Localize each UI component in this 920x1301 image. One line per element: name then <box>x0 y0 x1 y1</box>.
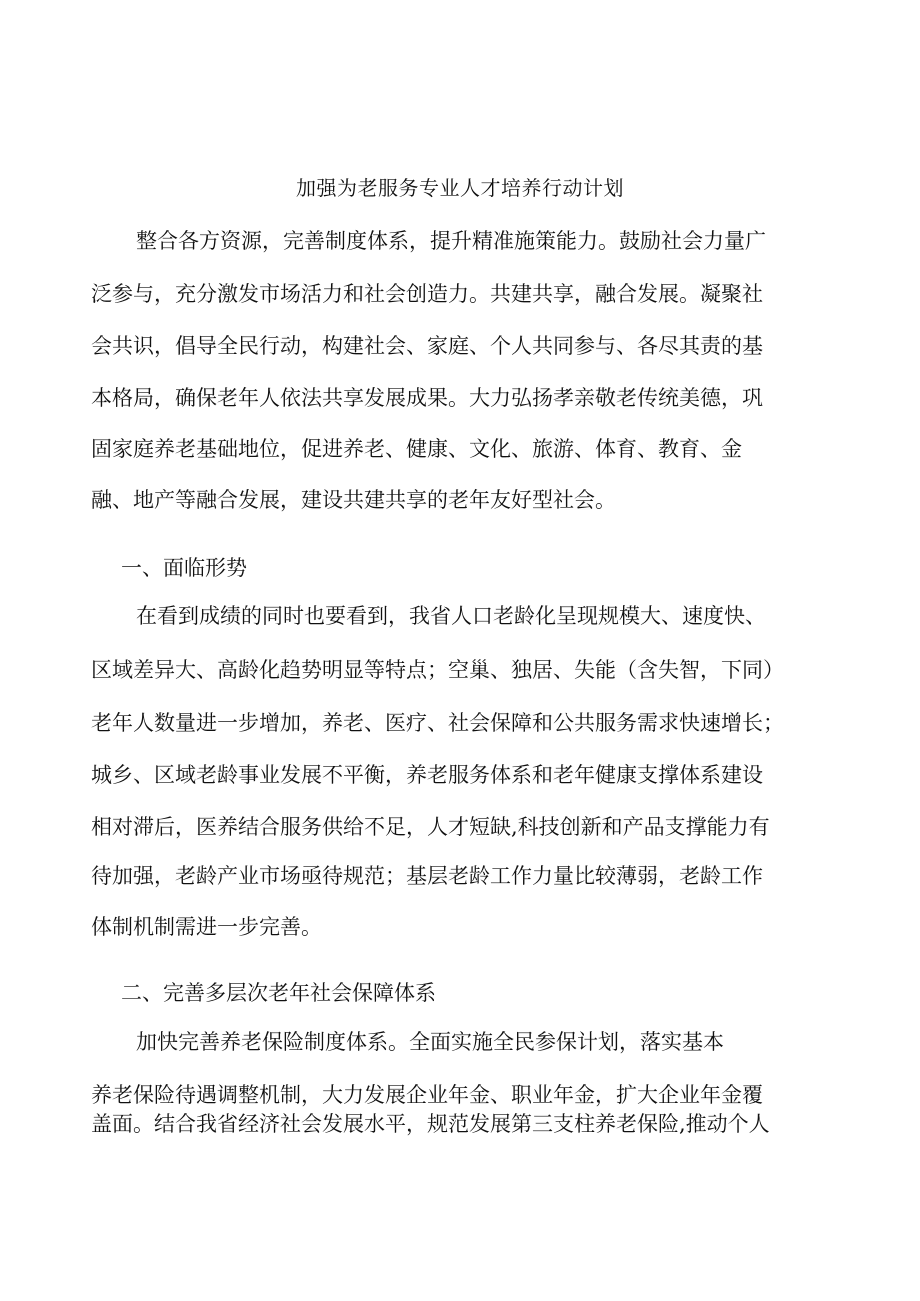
paragraph-line: 体制机制需进一步完善。 <box>91 915 322 939</box>
paragraph-line: 会共识，倡导全民行动，构建社会、家庭、个人共同参与、各尽其责的基 <box>91 334 763 358</box>
paragraph-line: 相对滞后，医养结合服务供给不足，人才短缺,科技创新和产品支撑能力有 <box>91 815 770 839</box>
paragraph-line: 城乡、区域老龄事业发展不平衡，养老服务体系和老年健康支撑体系建设 <box>91 763 763 787</box>
paragraph-line: 在看到成绩的同时也要看到，我省人口老龄化呈现规模大、速度快、 <box>136 604 766 628</box>
document-title: 加强为老服务专业人才培养行动计划 <box>296 176 624 200</box>
paragraph-line: 养老保险待遇调整机制，大力发展企业年金、职业年金，扩大企业年金覆 <box>91 1083 763 1107</box>
paragraph-line: 加快完善养老保险制度体系。全面实施全民参保计划，落实基本 <box>136 1030 724 1054</box>
paragraph-line: 老年人数量进一步增加，养老、医疗、社会保障和公共服务需求快速增长； <box>91 711 784 735</box>
paragraph-line: 融、地产等融合发展，建设共建共享的老年友好型社会。 <box>91 488 616 512</box>
section-heading-2: 二、完善多层次老年社会保障体系 <box>121 981 436 1005</box>
paragraph-line: 待加强，老龄产业市场亟待规范；基层老龄工作力量比较薄弱，老龄工作 <box>91 864 763 888</box>
paragraph-line: 整合各方资源，完善制度体系，提升精准施策能力。鼓励社会力量广 <box>136 229 766 253</box>
paragraph-line: 盖面。结合我省经济社会发展水平，规范发展第三支柱养老保险,推动个人 <box>91 1112 770 1136</box>
paragraph-line: 固家庭养老基础地位，促进养老、健康、文化、旅游、体育、教育、金 <box>91 437 742 461</box>
section-heading-1: 一、面临形势 <box>121 556 247 580</box>
paragraph-line: 区域差异大、高龄化趋势明显等特点；空巢、独居、失能（含失智，下同） <box>91 658 784 682</box>
paragraph-line: 本格局，确保老年人依法共享发展成果。大力弘扬孝亲敬老传统美德，巩 <box>91 386 763 410</box>
paragraph-line: 泛参与，充分激发市场活力和社会创造力。共建共享，融合发展。凝聚社 <box>91 282 763 306</box>
